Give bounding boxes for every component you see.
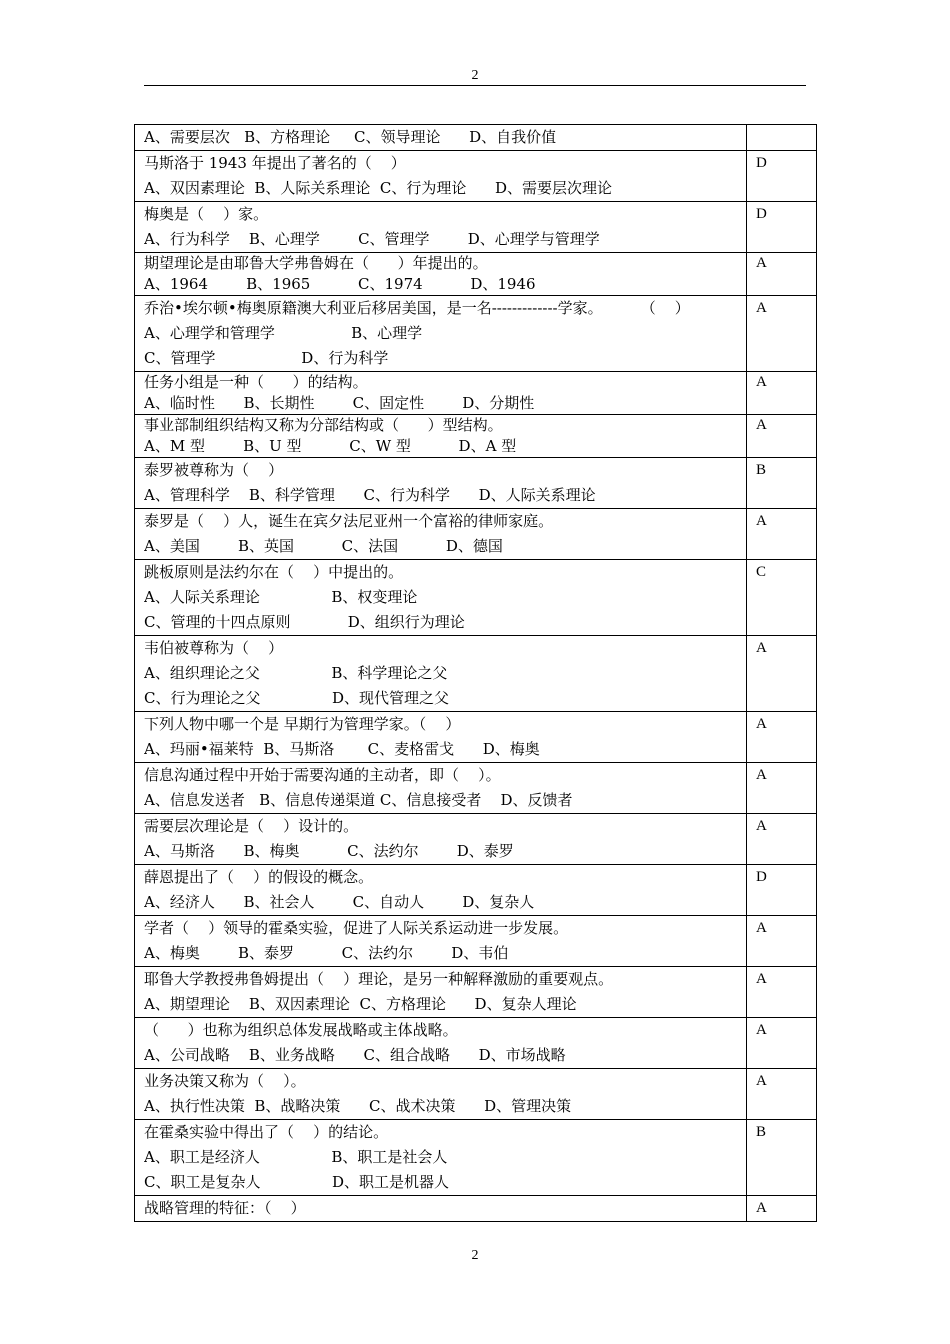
option-line: A、心理学和管理学 B、心理学 [144, 324, 423, 342]
question-cell [135, 636, 747, 712]
option-line: A、临时性 B、长期性 C、固定性 D、分期性 [144, 394, 535, 412]
table-row [135, 415, 817, 458]
table-row [135, 560, 817, 636]
question-cell [135, 372, 747, 415]
option-line: A、管理科学 B、科学管理 C、行为科学 D、人际关系理论 [144, 486, 596, 504]
question-cell [135, 202, 747, 253]
option-line: A、公司战略 B、业务战略 C、组合战略 D、市场战略 [144, 1046, 566, 1064]
question-text: 泰罗是（ ）人，诞生在宾夕法尼亚州一个富裕的律师家庭。 [144, 512, 554, 530]
answer-cell: A [747, 763, 817, 814]
answer-cell: A [747, 253, 817, 296]
question-cell [135, 125, 747, 151]
answer-cell: A [747, 296, 817, 372]
question-cell [135, 253, 747, 296]
table-row [135, 1196, 817, 1222]
table-row [135, 372, 817, 415]
answer-cell: A [747, 372, 817, 415]
question-text: 学者（ ）领导的霍桑实验，促进了人际关系运动进一步发展。 [144, 919, 569, 937]
question-cell [135, 712, 747, 763]
question-text: 需要层次理论是（ ）设计的。 [144, 817, 359, 835]
question-text: 乔治•埃尔顿•梅奥原籍澳大利亚后移居美国，是一名-------------学家。 （ ） [144, 299, 690, 317]
question-cell [135, 1196, 747, 1222]
question-cell [135, 1069, 747, 1120]
answer-cell: A [747, 1069, 817, 1120]
answer-cell: C [747, 560, 817, 636]
option-line: A、马斯洛 B、梅奥 C、法约尔 D、泰罗 [144, 842, 514, 860]
question-cell [135, 296, 747, 372]
option-line: C、管理的十四点原则 D、组织行为理论 [144, 613, 465, 631]
question-text: 下列人物中哪一个是 早期行为管理学家。（ ） [144, 715, 461, 733]
question-cell [135, 865, 747, 916]
question-text: 韦伯被尊称为（ ） [144, 639, 284, 657]
table-row [135, 814, 817, 865]
table-row [135, 636, 817, 712]
question-text: 任务小组是一种（ ）的结构。 [144, 373, 368, 391]
answer-cell: B [747, 458, 817, 509]
table-row [135, 509, 817, 560]
option-line: A、期望理论 B、双因素理论 C、方格理论 D、复杂人理论 [144, 995, 577, 1013]
question-table [134, 124, 817, 1222]
answer-cell: A [747, 1018, 817, 1069]
question-cell [135, 151, 747, 202]
option-line: A、梅奥 B、泰罗 C、法约尔 D、韦伯 [144, 944, 509, 962]
table-row [135, 296, 817, 372]
answer-cell: A [747, 509, 817, 560]
table-row [135, 763, 817, 814]
option-line: A、信息发送者 B、信息传递渠道 C、信息接受者 D、反馈者 [144, 791, 573, 809]
question-cell [135, 560, 747, 636]
table-row [135, 1120, 817, 1196]
question-cell [135, 1018, 747, 1069]
question-cell [135, 763, 747, 814]
question-cell [135, 967, 747, 1018]
question-text: 薛恩提出了（ ）的假设的概念。 [144, 868, 374, 886]
answer-cell: A [747, 712, 817, 763]
table-row [135, 865, 817, 916]
option-line: A、M 型 B、U 型 C、W 型 D、A 型 [144, 437, 517, 455]
question-text: 期望理论是由耶鲁大学弗鲁姆在（ ）年提出的。 [144, 254, 488, 272]
answer-cell: A [747, 814, 817, 865]
option-line: A、美国 B、英国 C、法国 D、德国 [144, 537, 503, 555]
table-row [135, 458, 817, 509]
answer-cell: A [747, 636, 817, 712]
table-row [135, 1018, 817, 1069]
header-rule [144, 85, 806, 86]
option-line: A、1964 B、1965 C、1974 D、1946 [144, 275, 536, 293]
option-line: C、职工是复杂人 D、职工是机器人 [144, 1173, 450, 1191]
question-cell [135, 509, 747, 560]
answer-cell: D [747, 865, 817, 916]
option-line: A、组织理论之父 B、科学理论之父 [144, 664, 448, 682]
answer-cell [747, 125, 817, 151]
question-text: 信息沟通过程中开始于需要沟通的主动者，即（ ）。 [144, 766, 501, 784]
table-row [135, 253, 817, 296]
option-line: 战略管理的特征：（ ） [144, 1199, 306, 1217]
option-line: A、双因素理论 B、人际关系理论 C、行为理论 D、需要层次理论 [144, 179, 613, 197]
footer-page-number: 2 [471, 1248, 479, 1263]
option-line: A、经济人 B、社会人 C、自动人 D、复杂人 [144, 893, 535, 911]
table-row [135, 1069, 817, 1120]
table-row [135, 202, 817, 253]
answer-cell: B [747, 1120, 817, 1196]
question-text: 跳板原则是法约尔在（ ）中提出的。 [144, 563, 404, 581]
option-line: A、行为科学 B、心理学 C、管理学 D、心理学与管理学 [144, 230, 600, 248]
question-text: 马斯洛于 1943 年提出了著名的（ ） [144, 154, 406, 172]
answer-cell: A [747, 415, 817, 458]
question-cell [135, 415, 747, 458]
answer-cell: D [747, 202, 817, 253]
option-line: A、人际关系理论 B、权变理论 [144, 588, 418, 606]
question-cell [135, 916, 747, 967]
question-text: 梅奥是（ ）家。 [144, 205, 269, 223]
question-text: 泰罗被尊称为（ ） [144, 461, 284, 479]
table-row [135, 916, 817, 967]
question-text: 事业部制组织结构又称为分部结构或（ ）型结构。 [144, 416, 503, 434]
question-text: （ ）也称为组织总体发展战略或主体战略。 [144, 1021, 458, 1039]
answer-cell: A [747, 967, 817, 1018]
table-row [135, 967, 817, 1018]
question-cell [135, 814, 747, 865]
question-text: 耶鲁大学教授弗鲁姆提出（ ）理论，是另一种解释激励的重要观点。 [144, 970, 614, 988]
header-page-number: 2 [471, 68, 479, 83]
option-line: A、职工是经济人 B、职工是社会人 [144, 1148, 448, 1166]
question-text: 在霍桑实验中得出了（ ）的结论。 [144, 1123, 389, 1141]
option-line: A、玛丽•福莱特 B、马斯洛 C、麦格雷戈 D、梅奥 [144, 740, 540, 758]
table-row [135, 125, 817, 151]
question-text: 业务决策又称为（ ）。 [144, 1072, 306, 1090]
answer-cell: D [747, 151, 817, 202]
option-line: A、执行性决策 B、战略决策 C、战术决策 D、管理决策 [144, 1097, 572, 1115]
option-line: C、管理学 D、行为科学 [144, 349, 389, 367]
question-cell [135, 458, 747, 509]
answer-cell: A [747, 916, 817, 967]
answer-cell: A [747, 1196, 817, 1222]
table-row [135, 712, 817, 763]
option-line: A、需要层次 B、方格理论 C、领导理论 D、自我价值 [144, 128, 557, 146]
table-row [135, 151, 817, 202]
question-cell [135, 1120, 747, 1196]
option-line: C、行为理论之父 D、现代管理之父 [144, 689, 450, 707]
